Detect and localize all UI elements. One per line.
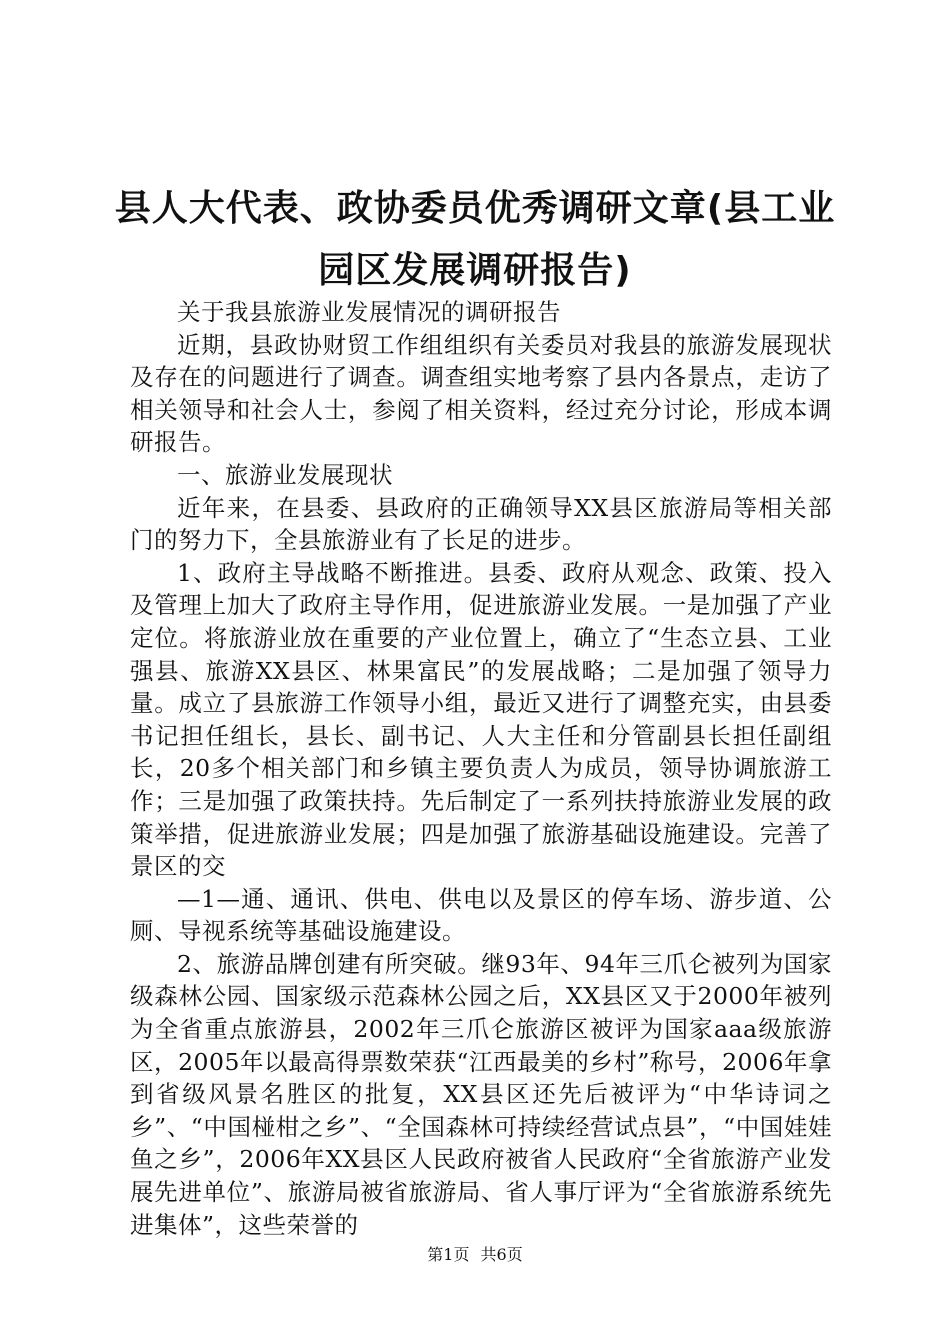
title-line-1: 县人大代表、政协委员优秀调研文章(县工业 [114,188,836,229]
section-heading: 一、旅游业发展现状 [177,460,393,489]
document-body [130,296,832,1241]
page-total: 共6页 [480,1245,523,1264]
report-subtitle: 关于我县旅游业发展情况的调研报告 [177,298,561,326]
paragraph: 1、政府主导战略不断推进。县委、政府从观念、政策、投入及管理上加大了政府主导作用，促进旅游业发展。一是加强了产业定位。将旅游业放在重要的产业位置上，确立了“生态立县、工业强县、旅游XX县区、林果富民”的发展战略；二是加强了领导力量。成立了县旅游工作领导小组，最近又进行了调整充实，由县委书记担任组长，县长、副书记、人大主任和分管副县长担任副组长，20多个相关部门和乡镇主要负责人为成员，领导协调旅游工作；三是加强了政策扶持。先后制定了一系列扶持旅游业发展的政策举措，促进旅游业发展；四是加强了旅游基础设施建设。完善了景区的交 [130,558,832,881]
page-footer [0,1245,950,1265]
paragraph: 2、旅游品牌创建有所突破。继93年、94年三爪仑被列为国家级森林公园、国家级示范森林公园之后，XX县区又于2000年被列为全省重点旅游县，2002年三爪仑旅游区被评为国家aaa级旅游区，2005年以最高得票数荣获“江西最美的乡村”称号，2006年拿到省级风景名胜区的批复，XX县区还先后被评为“中华诗词之乡”、“中国椪柑之乡”、“全国森林可持续经营试点县”，“中国娃娃鱼之乡”，2006年XX县区人民政府被省人民政府“全省旅游产业发展先进单位”、旅游局被省旅游局、省人事厅评为“全省旅游系统先进集体”，这些荣誉的 [130,949,832,1239]
paragraph: —1—通、通讯、供电、供电以及景区的停车场、游步道、公厕、导视系统等基础设施建设。 [130,884,832,946]
paragraph: 近年来，在县委、县政府的正确领导XX县区旅游局等相关部门的努力下，全县旅游业有了长足的进步。 [130,493,832,555]
title-line-2: 园区发展调研报告) [318,250,632,291]
document-title [100,178,850,302]
page-number: 第1页 [427,1245,470,1264]
paragraph-intro: 近期，县政协财贸工作组组织有关委员对我县的旅游发展现状及存在的问题进行了调查。调查组实地考察了县内各景点，走访了相关领导和社会人士，参阅了相关资料，经过充分讨论，形成本调研报告。 [130,330,832,457]
